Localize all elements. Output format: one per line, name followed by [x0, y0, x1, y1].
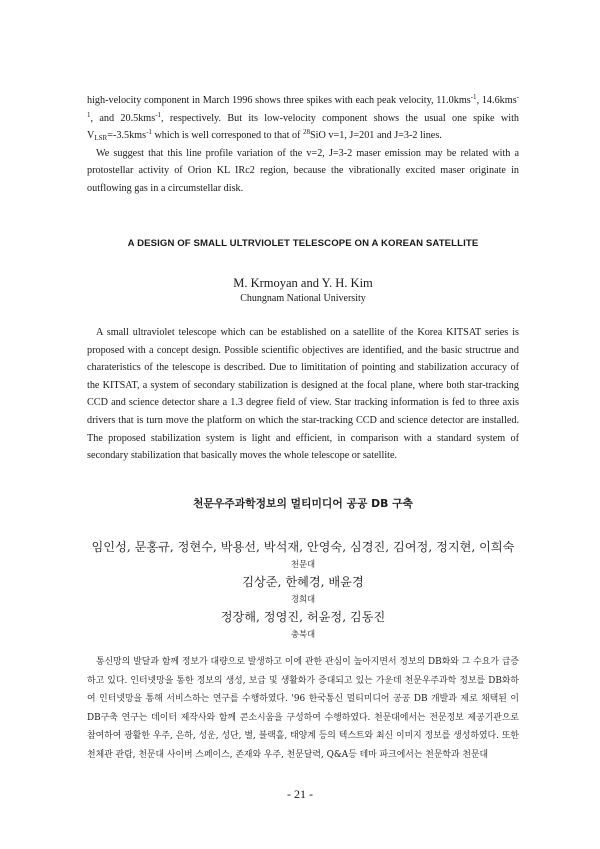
korean-body-text: 통신망의 발달과 함께 정보가 대량으로 발생하고 이에 관한 관심이 높아지면서 정보의 DB화와 그 수요가 급증하고 있다. 인터넷망을 통한 정보의 생성, 보급 및 생활화가 증대되고 있는 가운데 천문우주과학 정보를 DB화하여 인터넷망을 통해 서비스하는 연구를 수행하였다. '96 한국통신 멀티미디어 공공 DB 개발과 제로 채택된 이 DB구축 연구는 데이터 제작사와 함께 콘소시움을 구성하여 수행하였다. 천문대에서는 전문정보 제공기관으로 참여하여 광활한 우주, 은하, 성운, 성단, 별, 블랙홀, 태양계 등의 텍스트와 최신 이미지 정보를 생성하였다. 또한 천체관 관람, 천문대 사이버 스페이스, 존재와 우주, 천문달력, Q&A등 테마 파크에서는 천문학과 천문대 [87, 657, 519, 760]
page-content [87, 92, 519, 760]
korean-article-title: 천문우주과학정보의 멀티미디어 공공 DB 구축 [193, 497, 413, 510]
korean-author-names: 임인성, 문홍규, 정현수, 박용선, 박석재, 안영숙, 심경진, 김여정, 정지현, 이희숙 [91, 540, 515, 554]
korean-institution: 천문대 [290, 559, 316, 569]
continuation-paragraph-1: high-velocity component in March 1996 shows three spikes with each peak velocity, 11.0kms$^{-1}$, 14.6kms$^{-1}$, and 20.5kms$^{-1}$, respectively. But its low-velocity component shows the usual one spike with $V_{LSR}=-3.5kms^{-1}$ which is well corresponed to that of $^{28}$SiO v=1, J=201 and J=3-2 lines. [87, 93, 519, 143]
article-authors: M. Krmoyan and Y. H. Kim [233, 276, 373, 290]
korean-institution: 충북대 [290, 629, 316, 639]
article-abstract [87, 324, 519, 465]
korean-institution: 경희대 [290, 594, 316, 604]
korean-author-names: 김상준, 한혜경, 배윤경 [242, 575, 364, 589]
abstract-text: A small ultraviolet telescope which can be established on a satellite of the Korea KITSAT series is proposed with a concept design. Possible scientific objectives are identified, and the basic structrue and charateristics of the telescope is described. Due to limititation of pointing and stabilization accuracy of the KITSAT, a system of secondary stabilization is designed at the focal plane, where both star-tracking CCD and science detector share a 1.3 degree field of view. Star tracking information is fed to three axis drivers that is turn move the platform on which the star-tracking CCD and science detector are installed. The proposed stabilization system is light and efficient, in comparison with a standard system of secondary stabilization that basically moves the whole telescope or satellite. [87, 327, 519, 462]
article-title: A DESIGN OF SMALL ULTRVIOLET TELESCOPE ON A KOREAN SATELLITE [127, 238, 479, 249]
article-affiliation: Chungnam National University [240, 293, 366, 304]
korean-author-names: 정장해, 정영진, 허윤정, 김동진 [220, 610, 386, 624]
page-number: - 21 - [287, 787, 313, 801]
continuation-paragraph-2: We suggest that this line profile variation of the v=2, J=3-2 maser emission may be related with a protostellar activity of Orion KL IRc2 region, because the vibrationally excited maser originate in outflowing gas in a circumstellar disk. [87, 147, 519, 194]
